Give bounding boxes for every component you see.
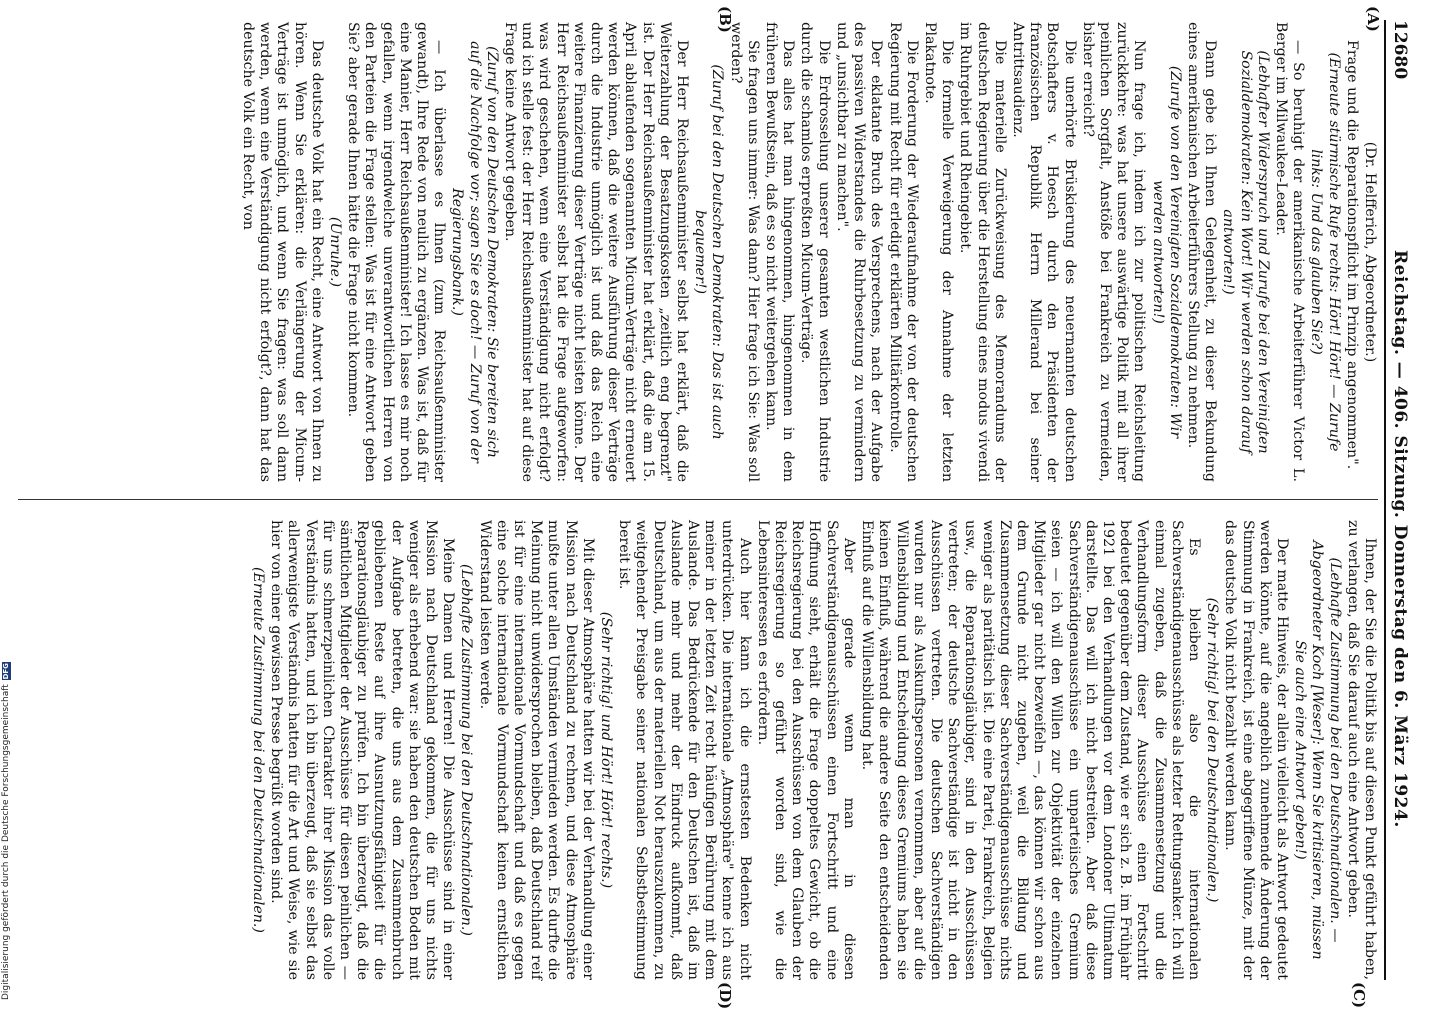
right-column [248,520,1378,980]
paragraph: Auch hier kann ich die ernstesten Bedenken nicht unterdrücken. Die internationale „Atmosphäre" kenne ich aus meiner in der letzten Zeit recht häufigen Berührung mit dem Auslande. Das Bedrückende für den Deutschen ist, daß im Auslande mehr und mehr der Eindruck aufkommt, daß Deutschland, um aus der materiellen Not herauszukommen, zu weitgehender Preisgabe seiner nationalen Selbstbestimmung bereit ist. [616,520,753,980]
paragraph: Es bleiben also die internationalen Sachverständigenausschüsse als letzter Rettungsanker. Ich will einmal zugeben, daß die Zusammensetzung und die Verhandlungsform dieser Ausschüsse einen Fortschritt bedeutet gegenüber dem Zustand, wie er sich z. B. im Frühjahr 1921 bei den Verhandlungen vor dem Londoner Ultimatum darstellte. Das will ich nicht bestreiten. Aber daß diese Sachverständigenausschüsse ein unparteiisches Gremium seien — ich will den Willen zur Objektivität der einzelnen Mitglieder gar nicht bezweifeln —, das können wir schon aus dem Grunde nicht zugeben, weil die Bildung und Zusammensetzung dieser Sachverständigenausschüsse nichts weniger als paritätisch ist. Die eine Partei, Frankreich, Belgien usw., die Reparationsgläubiger, sind in den Ausschüssen vertreten; der deutsche Sachverständige ist nicht in den Ausschüssen vertreten. Die deutschen Sachverständigen wurden nur als Auskunftspersonen vernommen, aber auf die Willensbildung und Entscheidung dieses Gremiums haben sie keinen Einfluß, während die andere Seite den entscheidenden Einfluß auf die Willensbildung hat. [859,520,1202,980]
right-paragraphs [249,520,1378,980]
interjection: (Erneute stürmische Rufe rechts: Hört! Hört! — Zurufe links: Und das glauben Sie?) [1308,52,1342,452]
paragraph: Meine Damen und Herren! Die Ausschüsse sind in einer Mission nach Deutschland gekommen, die für uns nichts weniger als erhebend war: sie haben den deutschen Boden mit der Aufgabe betreten, die uns aus dem Zusammenbruch gebliebenen Reste auf ihre Ausnutzungsfähigkeit für die Reparationsgläubiger zu prüfen. Ich bin überzeugt, daß die sämtlichen Mitglieder der Ausschüsse für diesen peinlichen — für uns schmerzpeinlichen Charakter ihrer Mission das volle Verständnis hatten, und ich bin überzeugt, daß sie selbst das allerwenigste Verständnis hatten für die Art und Weise, wie sie hier von einer gewissen Presse begrüßt worden sind. [268,520,457,980]
paragraph: Die Erdrosselung unserer gesamten westlichen Industrie durch die schamlos erpreßten Micum-Verträge. [798,22,832,482]
page-header [1388,20,1410,980]
interjection: (Erneute Zustimmung bei den Deutschnationalen.) [250,567,266,933]
speaker-label: (Dr. Helfferich, Abgeordneter.) [1362,141,1378,363]
paragraph: Frage und die Reparationspflicht im Prinzip angenommen". [1343,40,1360,470]
paragraph: Das deutsche Volk hat ein Recht, eine Antwort von Ihnen zu hören. Wenn Sie erklären: die Verlängerung der Micum-Verträge ist unmöglich, und wenn Sie fragen: was soll dann werden, wenn eine Verständigung nicht erfolgt?, dann hat das deutsche Volk ein Recht, von [240,22,325,482]
interjection: (Lebhafte Zustimmung bei den Deutschnationalen.) [458,564,475,936]
paragraph: Das alles hat man hingenommen, hingenommen in dem früheren Bewußtsein, daß es so nicht weitergehen kann. [763,22,797,482]
paragraph: Die formelle Verweigerung der Annahme der letzten Plakatnote. [921,22,956,482]
paragraph: — So beruhigt der amerikanische Arbeiterführer Victor L. Berger im Milwaukee-Leader. [1272,22,1307,482]
margin-marker-a: (A) [1364,6,1382,32]
interjection: (Unruhe.) [327,216,344,288]
interjection: (Zuruf von den Deutschen Demokraten: Sie bereiten sich auf die Nachfolge vor; sagen Sie es doch! — Zuruf von der Regierungsbank.) [449,41,500,463]
paragraph: Der eklatante Bruch des Versprechens, nach der Aufgabe des passiven Widerstandes die Ruhrbesetzung zu vermindern und „unsichtbar zu machen". [833,22,885,482]
paragraph: Dann gebe ich Ihnen Gelegenheit, zu dieser Bekundung eines amerikanischen Arbeiterführers Stellung zu nehmen. [1184,22,1219,482]
page-number: 12680 [1390,20,1410,80]
paragraph: Mit dieser Atmosphäre hatten wir bei der Verhandlung einer Mission nach Deutschland zu rechnen, und diese Atmosphäre mußte unter allen Umständen vermieden werden. Es durfte die Meinung nicht unwidersprochen bleiben, daß Deutschland reif ist für eine internationale Vormundschaft und daß es gegen eine solche internationale Vormundschaft keinen ernstlichen Widerstand leisten werde. [476,520,596,980]
margin-marker-d: (D) [716,982,734,1009]
footer-credit: Digitalisierung gefördert durch die Deutsche Forschungsgemeinschaft [1,684,11,1000]
paragraph: Sie fragen uns immer: Was dann? Hier frage ich Sie: Was soll werden? [727,22,761,482]
interjection: (Lebhafter Widerspruch und Zurufe bei den Vereinigten Sozialdemokraten: Kein Wort! Wir werden schon darauf antworten!) [1220,50,1271,454]
page-title: Reichstag. — 406. Sitzung. Donnerstag den 6. März 1924. [1390,250,1410,828]
margin-marker-c: (C) [1350,982,1368,1009]
paragraph: Aber gerade wenn man in diesen Sachverständigenausschüssen einen Fortschritt und eine Hoffnung sieht, erhält die Frage doppeltes Gewicht, ob die Reichsregierung bei den Ausschüssen von dem Glauben der Reichsregierung so geführt worden sind, wie die Lebensinteressen es erfordern. [754,520,857,980]
left-column [238,22,1378,482]
interjection: (Sehr richtig! bei den Deutschnationalen.) [1204,597,1221,903]
interjection: (Lebhafte Zustimmung bei den Deutschnationalen. — Abgeordneter Koch [Weser]: Wenn Sie kritisieren, müssen Sie auch eine Antwort geben!) [1292,540,1343,960]
paragraph: Die unerhörte Brüskierung des neuernannten deutschen Botschafters v. Hoesch durch den Präsidenten der französischen Republik Herrn Millerand bei seiner Antrittsaudienz. [1009,22,1078,482]
interjection: (Sehr richtig! und Hört! Hört! rechts.) [598,611,615,889]
paragraph: Ihnen, der Sie die Politik bis auf diesen Punkt geführt haben, zu verlangen, daß Sie darauf auch eine Antwort geben. [1344,520,1378,980]
footer-credit-box [1,662,11,1000]
paragraph: Der matte Hinweis, der allein vielleicht als Antwort gedeutet werden könnte, auf die angeblich zunehmende Änderung der Stimmung in Frankreich, ist eine abgegriffene Münze, mit der das deutsche Volk nicht bezahlt werden kann. [1222,520,1290,980]
paragraph: Die Forderung der Wiederaufnahme der von der deutschen Regierung mit Recht für erledigt erklärten Militärkontrolle. [886,22,920,482]
paragraph: — Ich überlasse es Ihnen (zum Reichsaußenminister gewandt), Ihre Rede von neulich zu ergänzen. Was ist, daß für eine Manier, Herr Reichsaußenminister! Ich lasse es mir noch gefallen, wenn irgendwelche unverantwortlichen Herren von den Parteien die Frage stellen: Was ist für eine Antwort geben Sie? aber gerade Ihnen hätte die Frage nicht kommen. [345,22,448,482]
interjection: (Zuruf bei den Deutschen Demokraten: Das ist auch bequemer!) [692,64,726,440]
paragraph: Nun frage ich, indem ich zur politischen Reichsleitung zurückkehre: was hat unsere auswärtige Politik mit all ihrer peinlichen Sorgfalt, Anstöße bei Frankreich zu vermeiden, bisher erreicht? [1079,22,1148,482]
column-divider [18,499,1378,500]
paragraph: Die materielle Zurückweisung des Memorandums der deutschen Regierung über die Herstellung eines modus vivendi im Ruhrgebiet und Rheingebiet. [957,22,1008,482]
dfg-logo-icon: DFG [1,663,10,680]
header-rule [1384,20,1386,980]
interjection: (Zurufe von den Vereinigten Sozialdemokraten: Wir werden antworten!) [1149,65,1183,439]
left-paragraphs [239,22,1360,482]
paragraph: Der Herr Reichsaußenminister selbst hat erklärt, daß die Weiterzahlung der Besatzungskosten „zeitlich eng begrenzt" ist. Der Herr Reichsaußenminister hat erklärt, daß die am 15. April ablaufenden sogenannten Micum-Verträge nicht erneuert werden können, daß die weitere Ausführung dieser Verträge durch die Industrie unmöglich ist und daß das Reich eine weitere Finanzierung dieser Verträge nicht leisten könne. Der Herr Reichsaußenminister selbst hat die Frage aufgeworfen: was wird geschehen, wenn eine Verständigung nicht erfolgt? und ich stelle fest: der Herr Reichsaußenminister hat auf diese Frage keine Antwort gegeben. [502,22,691,482]
margin-marker-b: (B) [716,6,734,33]
